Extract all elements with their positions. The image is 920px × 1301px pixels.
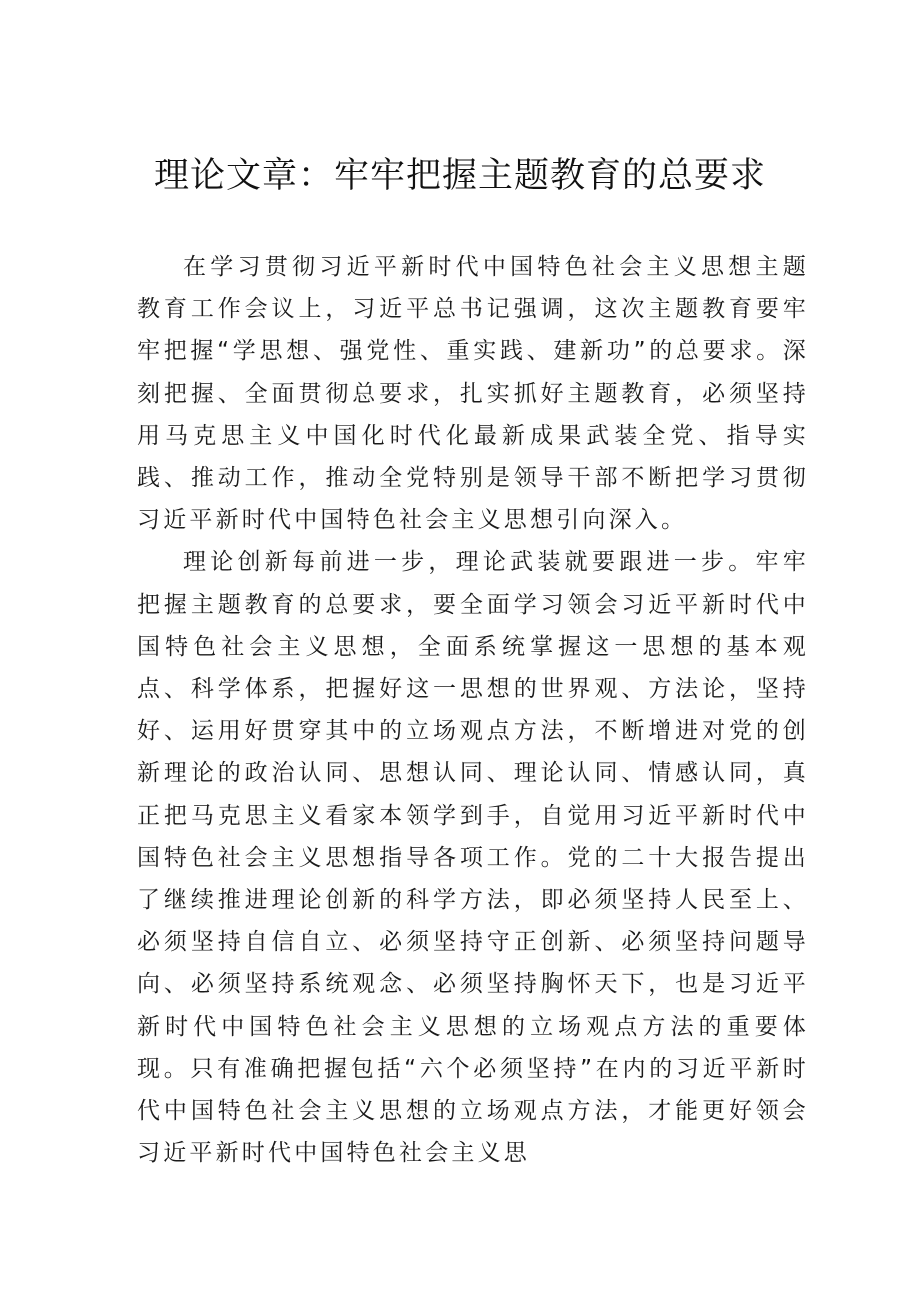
paragraph-1: 在学习贯彻习近平新时代中国特色社会主义思想主题教育工作会议上，习近平总书记强调，这次主题教育要牢牢把握“学思想、强党性、重实践、建新功”的总要求。深刻把握、全面贯彻总要求，扎实抓好主题教育，必须坚持用马克思主义中国化时代化最新成果武装全党、指导实践、推动工作，推动全党特别是领导干部不断把学习贯彻习近平新时代中国特色社会主义思想引向深入。	[137, 254, 809, 534]
paragraph-2: 理论创新每前进一步，理论武装就要跟进一步。牢牢把握主题教育的总要求，要全面学习领会习近平新时代中国特色社会主义思想，全面系统掌握这一思想的基本观点、科学体系，把握好这一思想的世界观、方法论，坚持好、运用好贯穿其中的立场观点方法，不断增进对党的创新理论的政治认同、思想认同、理论认同、情感认同，真正把马克思主义看家本领学到手，自觉用习近平新时代中国特色社会主义思想指导各项工作。党的二十大报告提出了继续推进理论创新的科学方法，即必须坚持人民至上、必须坚持自信自立、必须坚持守正创新、必须坚持问题导向、必须坚持系统观念、必须坚持胸怀天下，也是习近平新时代中国特色社会主义思想的立场观点方法的重要体现。只有准确把握包括“六个必须坚持”在内的习近平新时代中国特色社会主义思想的立场观点方法，才能更好领会习近平新时代中国特色社会主义思	[137, 549, 809, 1167]
document-body	[137, 246, 809, 1174]
document-title: 理论文章：牢牢把握主题教育的总要求	[153, 156, 766, 196]
